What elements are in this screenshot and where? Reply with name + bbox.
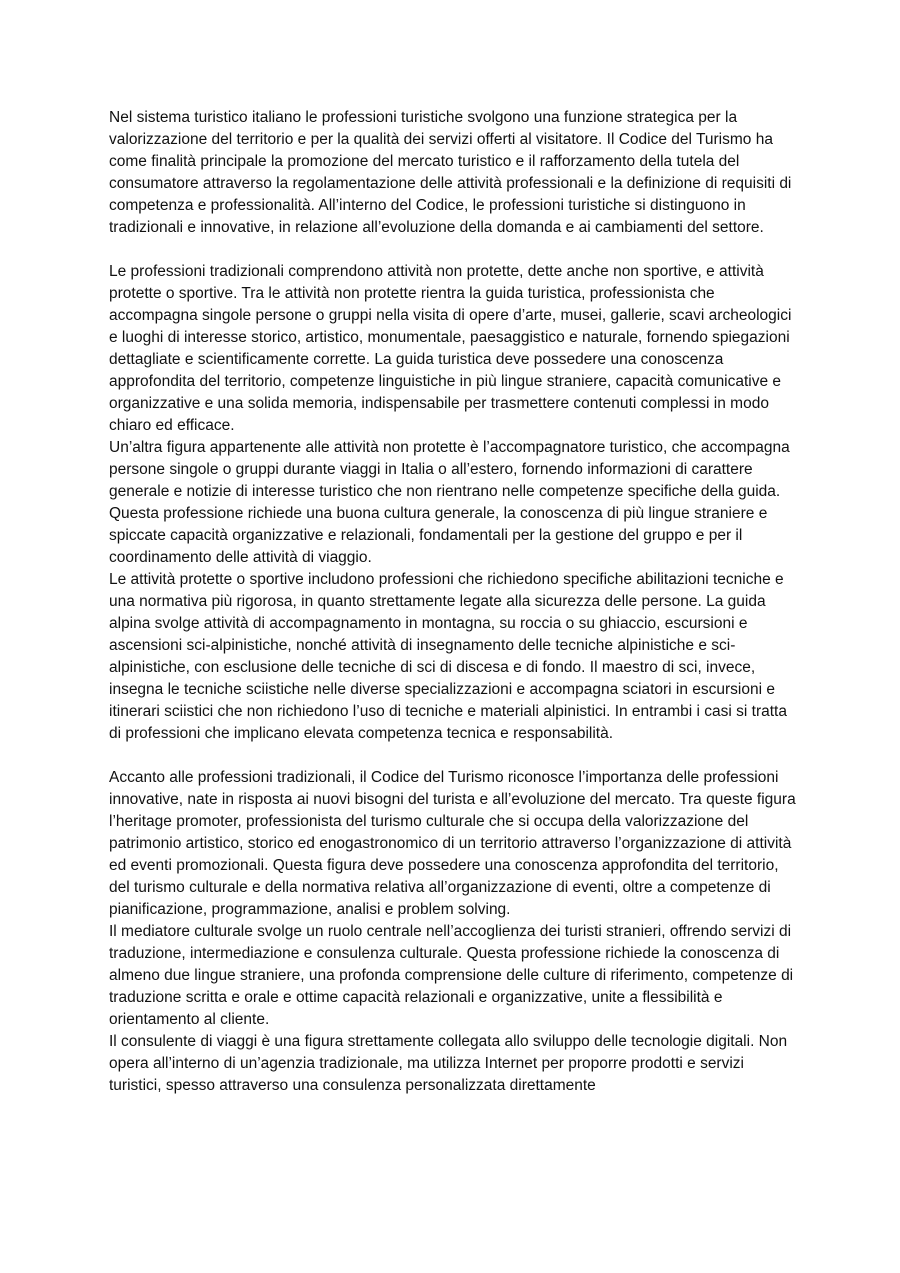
paragraph-protected-activities: Le attività protette o sportive includono professioni che richiedono specifiche abilitazioni tecniche e una normativa più rigorosa, in quanto strettamente legate alla sicurezza delle persone. La guida alpina svolge attività di accompagnamento in montagna, su roccia o su ghiaccio, escursioni e ascensioni sci-alpinistiche, nonché attività di insegnamento delle tecniche alpinistiche e sci-alpinistiche, con esclusione delle tecniche di sci di discesa e di fondo. Il maestro di sci, invece, insegna le tecniche sciistiche nelle diverse specializzazioni e accompagna sciatori in escursioni e itinerari sciistici che non richiedono l’uso di tecniche e materiali alpinistici. In entrambi i casi si tratta di professioni che implicano elevata competenza tecnica e responsabilità. <box>109 571 787 742</box>
document-body <box>109 107 799 1097</box>
paragraph-spacer <box>109 745 799 767</box>
paragraph-tour-escort: Un’altra figura appartenente alle attività non protette è l’accompagnatore turistico, che accompagna persone singole o gruppi durante viaggi in Italia o all’estero, fornendo informazioni di carattere generale e notizie di interesse turistico che non rientrano nelle competenze specifiche della guida. Questa professione richiede una buona cultura generale, la conoscenza di più lingue straniere e spiccate capacità organizzative e relazionali, fondamentali per la gestione del gruppo e per il coordinamento delle attività di viaggio. <box>109 439 790 566</box>
paragraph-intro: Nel sistema turistico italiano le professioni turistiche svolgono una funzione strategica per la valorizzazione del territorio e per la qualità dei servizi offerti al visitatore. Il Codice del Turismo ha come finalità principale la promozione del mercato turistico e il rafforzamento della tutela del consumatore attraverso la regolamentazione delle attività professionali e la definizione di requisiti di competenza e professionalità. All’interno del Codice, le professioni turistiche si distinguono in tradizionali e innovative, in relazione all’evoluzione della domanda e ai cambiamenti del settore. <box>109 109 792 236</box>
paragraph-innovative-professions: Accanto alle professioni tradizionali, il Codice del Turismo riconosce l’importanza delle professioni innovative, nate in risposta ai nuovi bisogni del turista e all’evoluzione del mercato. Tra queste figura l’heritage promoter, professionista del turismo culturale che si occupa della valorizzazione del patrimonio artistico, storico ed enogastronomico di un territorio attraverso l’organizzazione di attività ed eventi promozionali. Questa figura deve possedere una conoscenza approfondita del territorio, del turismo culturale e della normativa relativa all’organizzazione di eventi, oltre a competenze di pianificazione, programmazione, analisi e problem solving. <box>109 769 796 918</box>
paragraph-cultural-mediator: Il mediatore culturale svolge un ruolo centrale nell’accoglienza dei turisti stranieri, offrendo servizi di traduzione, intermediazione e consulenza culturale. Questa professione richiede la conoscenza di almeno due lingue straniere, una profonda comprensione delle culture di riferimento, competenze di traduzione scritta e orale e ottime capacità relazionali e organizzative, unite a flessibilità e orientamento al cliente. <box>109 923 794 1028</box>
paragraph-spacer <box>109 239 799 261</box>
paragraph-travel-consultant: Il consulente di viaggi è una figura strettamente collegata allo sviluppo delle tecnologie digitali. Non opera all’interno di un’agenzia tradizionale, ma utilizza Internet per proporre prodotti e servizi turistici, spesso attraverso una consulenza personalizzata direttamente <box>109 1033 788 1094</box>
paragraph-traditional-professions: Le professioni tradizionali comprendono attività non protette, dette anche non sportive, e attività protette o sportive. Tra le attività non protette rientra la guida turistica, professionista che accompagna singole persone o gruppi nella visita di opere d’arte, musei, gallerie, scavi archeologici e luoghi di interesse storico, artistico, monumentale, paesaggistico e naturale, fornendo spiegazioni dettagliate e scientificamente corrette. La guida turistica deve possedere una conoscenza approfondita del territorio, competenze linguistiche in più lingue straniere, capacità comunicative e organizzative e una solida memoria, indispensabile per trasmettere contenuti complessi in modo chiaro ed efficace. <box>109 263 792 434</box>
